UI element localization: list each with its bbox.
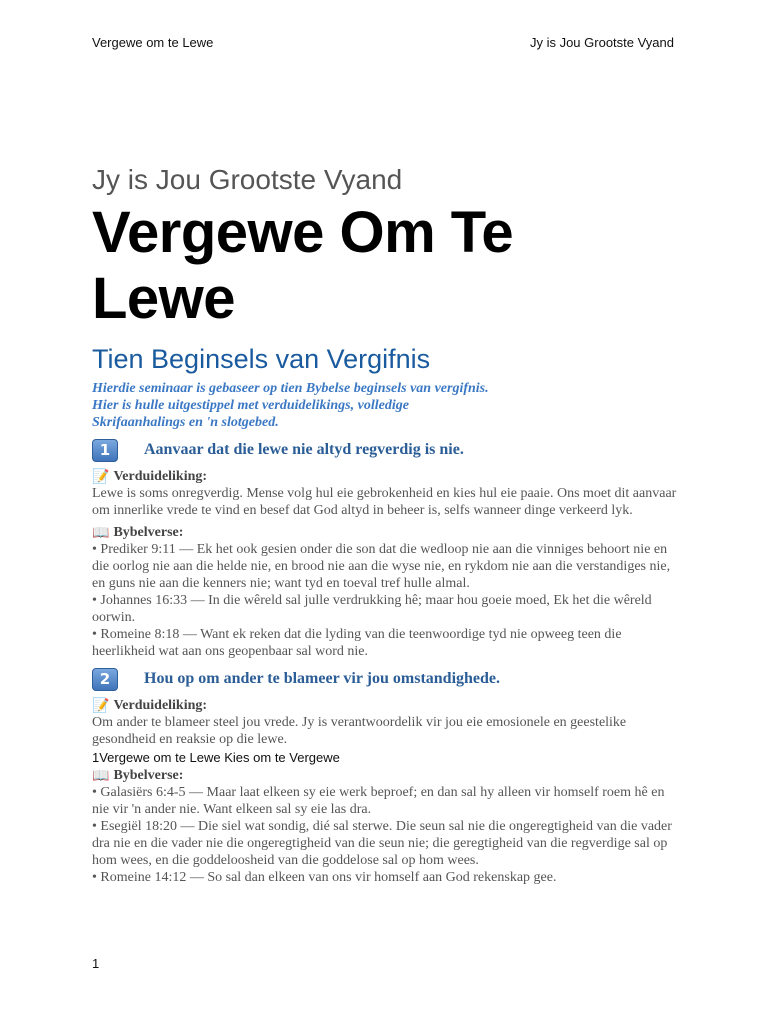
book-icon: 📖 <box>92 525 110 541</box>
principle-heading <box>92 437 678 463</box>
explanation-text: Lewe is soms onregverdig. Mense volg hul eie gebrokenheid en kies hul eie paaie. Ons moet dit aanvaar om innerlike vrede te vind en besef dat God altyd in beheer is, selfs wanneer dinge verkeerd lyk. <box>92 486 677 518</box>
running-header-left: Vergewe om te Lewe <box>92 35 214 50</box>
memo-icon: 📝 <box>92 698 110 714</box>
number-2-badge-icon: 2 <box>92 668 118 691</box>
verses-label: 📖 Bybelverse: <box>92 525 184 541</box>
document-title-line-1: Vergewe Om Te <box>92 200 514 265</box>
principle-section-1 <box>92 437 678 660</box>
verse-item: • Esegiël 18:20 — Die siel wat sondig, dié sal sterwe. Die seun sal nie die ongeregtigheid van die vader dra nie en die vader nie die ongeregtigheid van die seun nie; die geregtigheid van die regverdige sal op hom wees, en die goddeloosheid van die goddelose sal op hom wees. <box>92 819 672 868</box>
verse-item: • Johannes 16:33 — In die wêreld sal julle verdrukking hê; maar hou goeie moed, Ek het die wêreld oorwin. <box>92 593 652 625</box>
book-icon: 📖 <box>92 768 110 784</box>
page-content <box>92 160 678 886</box>
section-heading: Tien Beginsels van Vergifnis <box>92 344 431 374</box>
document-subtitle: Jy is Jou Grootste Vyand <box>92 164 403 195</box>
intro-paragraph: Hierdie seminaar is gebaseer op tien Bybelse beginsels van vergifnis. Hier is hulle uitgestippel met verduidelikings, volledige Skrifaanhalings en 'n slotgebed. <box>92 381 489 430</box>
principle-section-2 <box>92 666 678 886</box>
principle-heading <box>92 666 678 692</box>
principle-title: Hou op om ander te blameer vir jou omstandighede. <box>144 670 501 687</box>
verse-item: • Prediker 9:11 — Ek het ook gesien onder die son dat die wedloop nie aan die vinniges behoort nie en die oorlog nie aan die helde nie, en brood nie aan die wyse nie, en rykdom nie aan die verstandiges nie, en guns nie aan die kenners nie; want tyd en toeval tref hulle almal. <box>92 542 671 591</box>
number-1-badge-icon: 1 <box>92 439 118 462</box>
explanation-label: 📝 Verduideliking: <box>92 698 208 714</box>
explanation-text: Om ander te blameer steel jou vrede. Jy is verantwoordelik vir jou eie emosionele en geestelike gesondheid en reaksie op die lewe. <box>92 715 627 747</box>
explanation-label: 📝 Verduideliking: <box>92 469 208 485</box>
memo-icon: 📝 <box>92 469 110 485</box>
verse-item: • Romeine 14:12 — So sal dan elkeen van ons vir homself aan God rekenskap gee. <box>92 870 557 885</box>
running-header-right: Jy is Jou Grootste Vyand <box>529 35 674 50</box>
page-number: 1 <box>92 956 100 971</box>
verse-item: • Galasiërs 6:4-5 — Maar laat elkeen sy eie werk beproef; en dan sal hy alleen vir homself roem hê en nie vir 'n ander nie. Want elkeen sal sy eie las dra. <box>92 785 665 817</box>
document-title-line-2: Lewe <box>92 266 236 331</box>
verse-item: • Romeine 8:18 — Want ek reken dat die lyding van die teenwoordige tyd nie opweeg teen die heerlikheid wat aan ons geopenbaar sal word nie. <box>92 627 622 659</box>
page-footer-note: 1Vergewe om te Lewe Kies om te Vergewe <box>92 750 340 765</box>
verses-label: 📖 Bybelverse: <box>92 768 184 784</box>
principle-title: Aanvaar dat die lewe nie altyd regverdig is nie. <box>144 441 464 458</box>
